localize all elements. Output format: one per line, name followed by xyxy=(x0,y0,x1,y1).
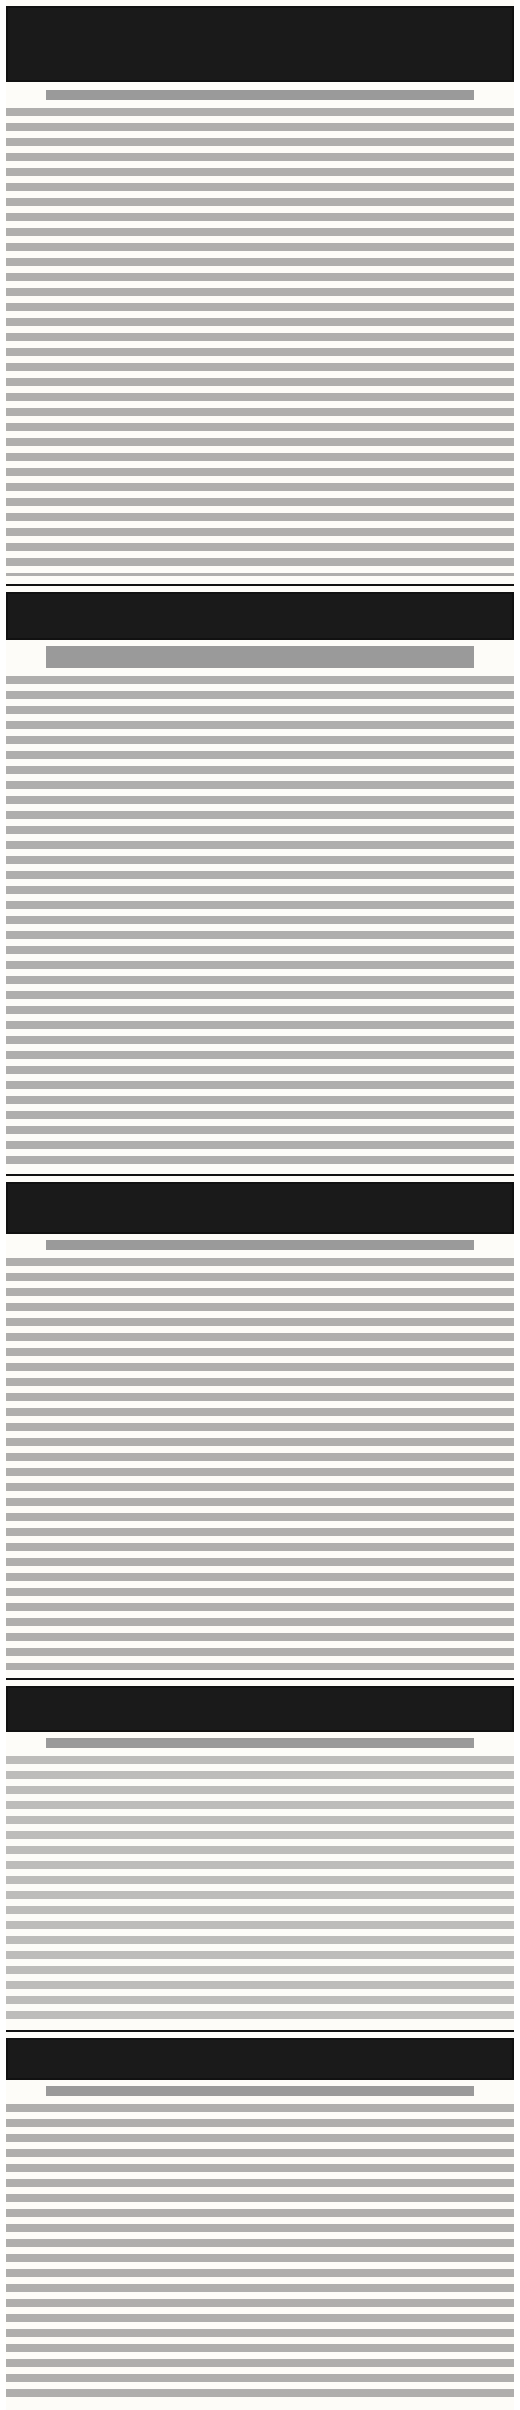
divider xyxy=(6,1678,514,1680)
newspaper-column xyxy=(6,0,514,2410)
article-5-headline xyxy=(6,2038,514,2080)
article-3-body xyxy=(6,1258,514,1670)
article-1-subheading xyxy=(46,90,474,100)
divider xyxy=(6,2030,514,2032)
article-2-body xyxy=(6,676,514,1166)
article-3-subheading xyxy=(46,1240,474,1250)
article-4-body xyxy=(6,1756,514,2022)
article-1-body xyxy=(6,108,514,576)
article-4-headline xyxy=(6,1686,514,1732)
article-2-subheading xyxy=(46,646,474,668)
article-5-subheading xyxy=(46,2086,474,2096)
article-2-headline xyxy=(6,592,514,640)
divider xyxy=(6,584,514,586)
article-5-body xyxy=(6,2104,514,2400)
article-4-subheading xyxy=(46,1738,474,1748)
article-1-headline xyxy=(6,6,514,82)
divider xyxy=(6,1174,514,1176)
article-3-headline xyxy=(6,1182,514,1234)
